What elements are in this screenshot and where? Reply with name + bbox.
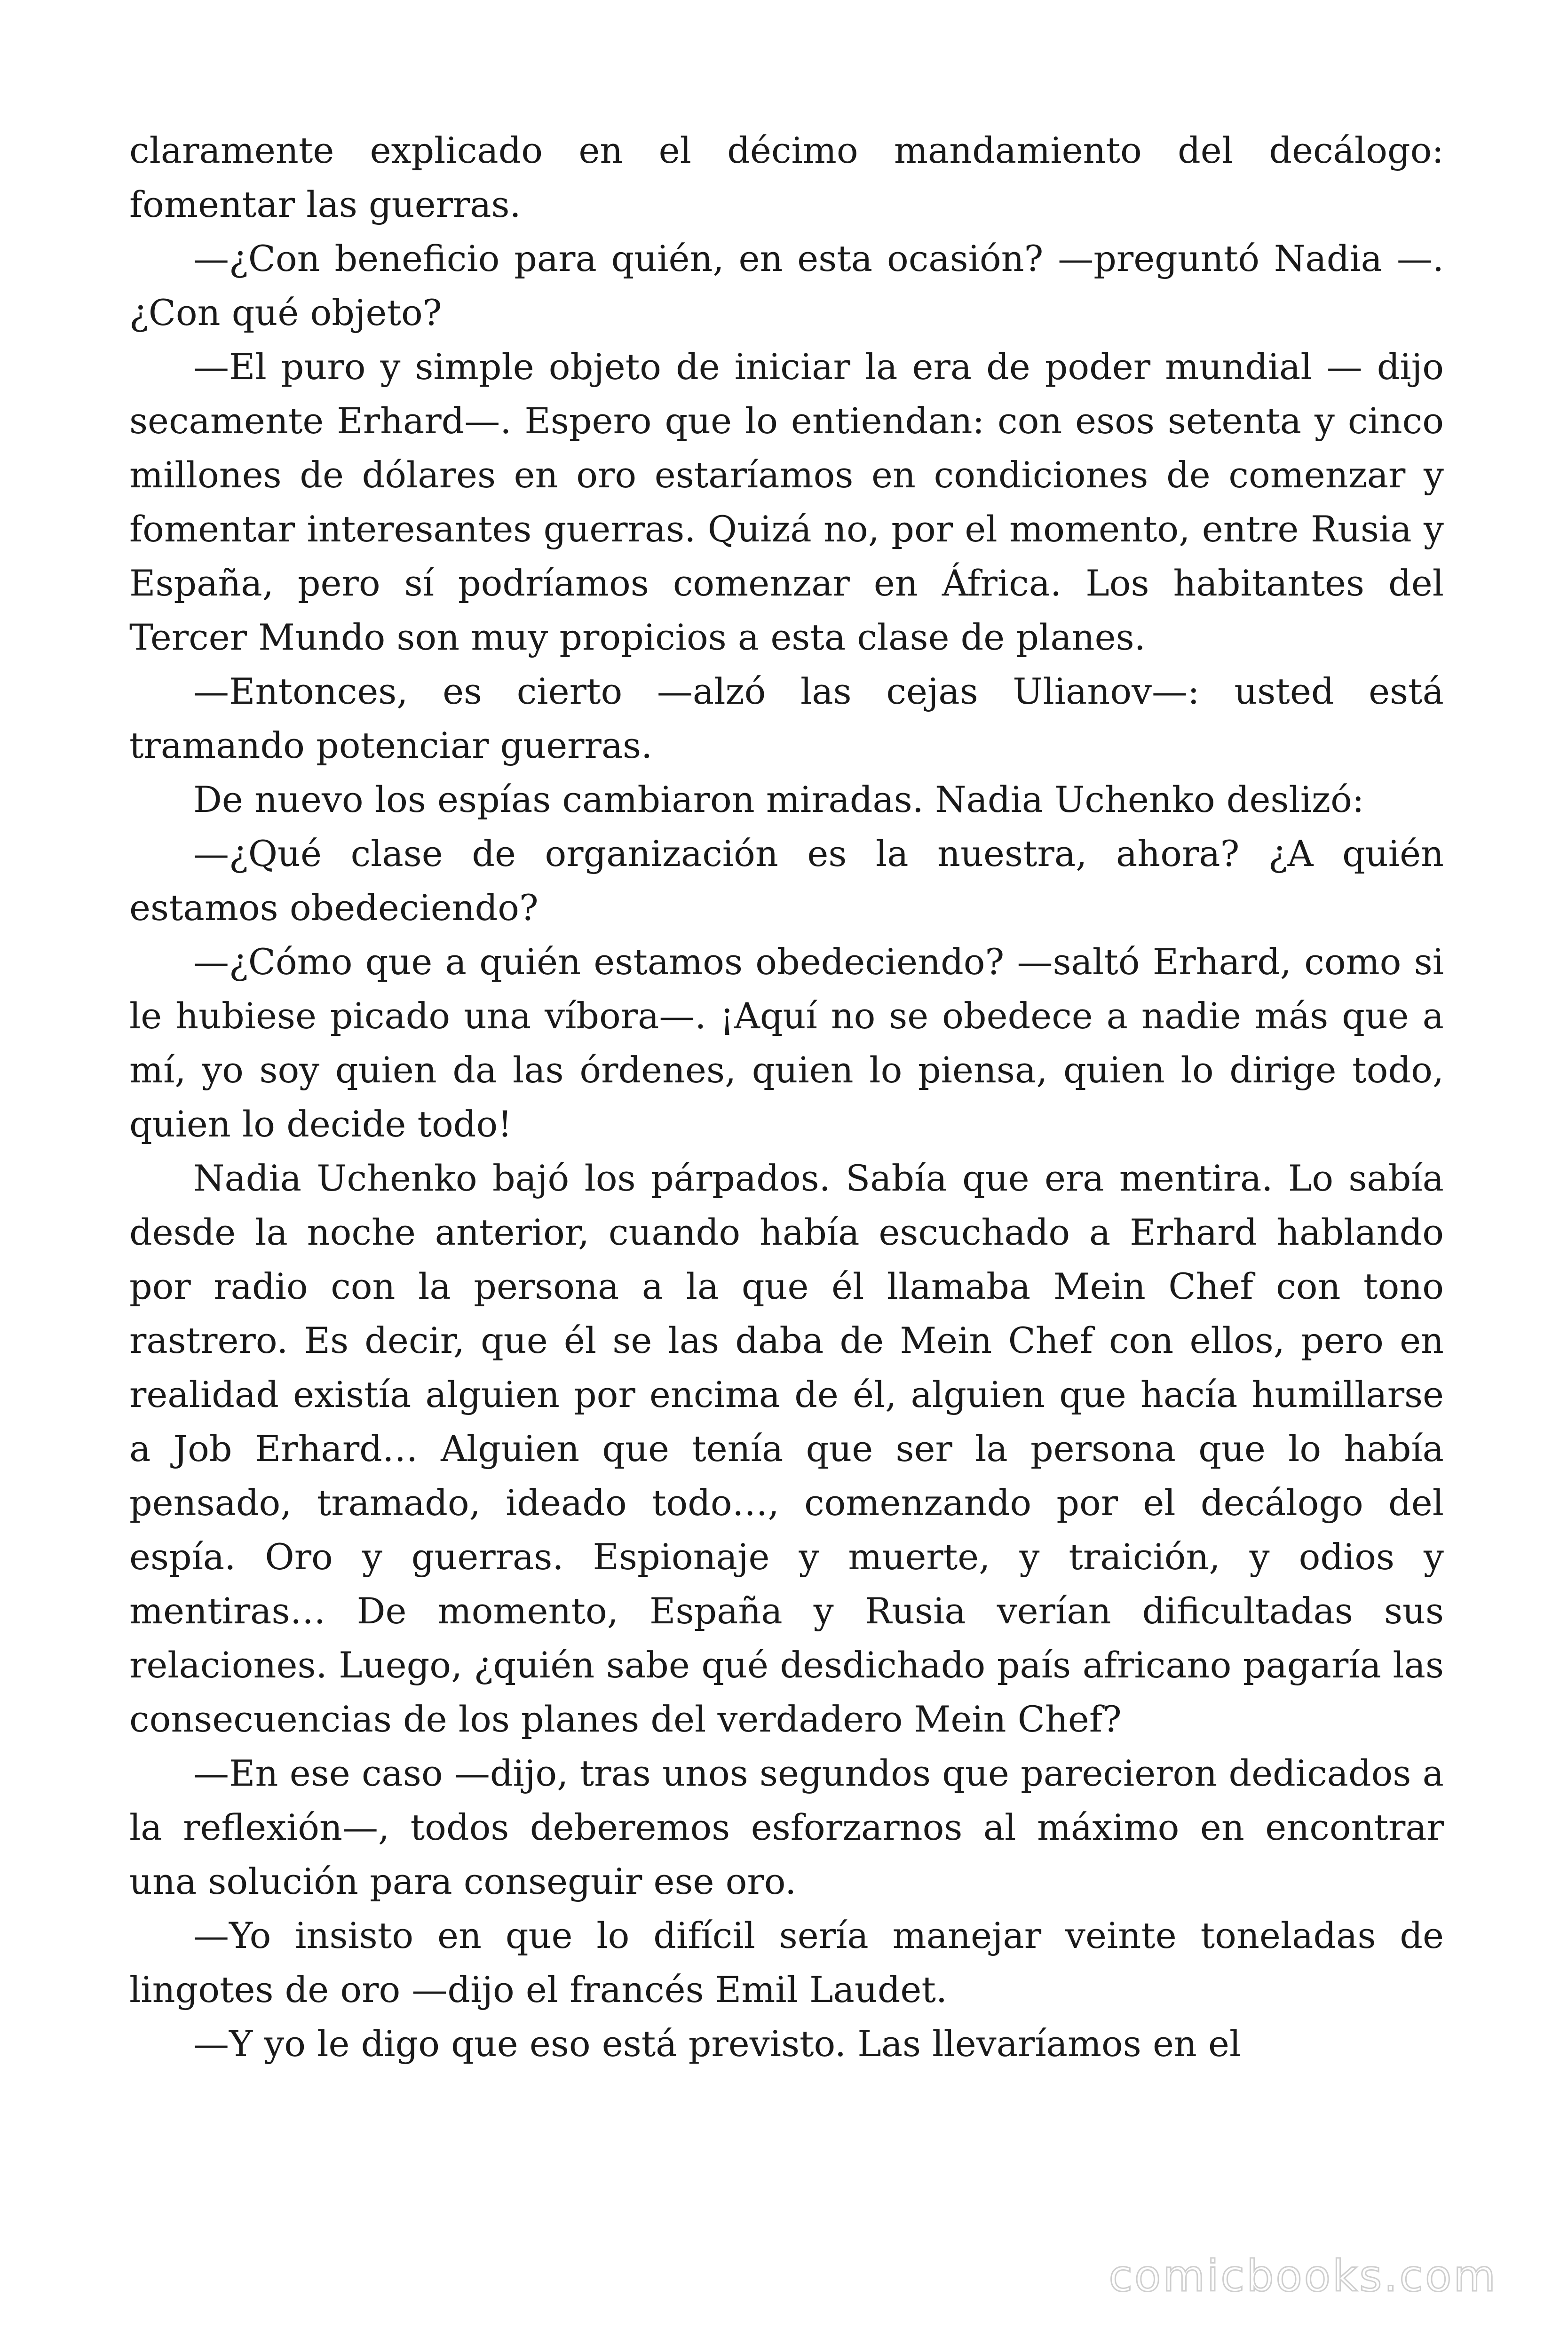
page-body-text	[129, 123, 1444, 2071]
paragraph: —Entonces, es cierto —alzó las cejas Ulianov—: usted está tramando potenciar guerras.	[129, 670, 1444, 766]
paragraph: —¿Cómo que a quién estamos obedeciendo? —saltó Erhard, como si le hubiese picado una víbora—. ¡Aquí no se obedece a nadie más que a mí, yo soy quien da las órdenes, quien lo piensa, quien lo dirige todo, quien lo decide todo!	[129, 941, 1444, 1145]
paragraph: —Yo insisto en que lo difícil sería manejar veinte toneladas de lingotes de oro —dijo el francés Emil Laudet.	[129, 1915, 1444, 2010]
paragraph: Nadia Uchenko bajó los párpados. Sabía que era mentira. Lo sabía desde la noche anterior, cuando había escuchado a Erhard hablando por radio con la persona a la que él llamaba Mein Chef con tono rastrero. Es decir, que él se las daba de Mein Chef con ellos, pero en realidad existía alguien por encima de él, alguien que hacía humillarse a Job Erhard… Alguien que tenía que ser la persona que lo había pensado, tramado, ideado todo…, comenzando por el decálogo del espía. Oro y guerras. Espionaje y muerte, y traición, y odios y mentiras… De momento, España y Rusia verían dificultadas sus relaciones. Luego, ¿quién sabe qué desdichado país africano pagaría las consecuencias de los planes del verdadero Mein Chef?	[129, 1157, 1444, 1740]
paragraph: —Y yo le digo que eso está previsto. Las llevaríamos en el	[193, 2023, 1241, 2065]
paragraph: —El puro y simple objeto de iniciar la era de poder mundial — dijo secamente Erhard—. Espero que lo entiendan: con esos setenta y cinco millones de dólares en oro estaríamos en condiciones de comenzar y fomentar interesantes guerras. Quizá no, por el momento, entre Rusia y España, pero sí podríamos comenzar en África. Los habitantes del Tercer Mundo son muy propicios a esta clase de planes.	[129, 346, 1444, 658]
watermark: comicbooks.com	[1109, 2251, 1497, 2301]
paragraph: claramente explicado en el décimo mandamiento del decálogo: fomentar las guerras.	[129, 129, 1444, 225]
paragraph: —En ese caso —dijo, tras unos segundos que parecieron dedicados a la reflexión—, todos deberemos esforzarnos al máximo en encontrar una solución para conseguir ese oro.	[129, 1752, 1444, 1902]
paragraph: —¿Con beneficio para quién, en esta ocasión? —preguntó Nadia —. ¿Con qué objeto?	[129, 238, 1444, 334]
paragraph: De nuevo los espías cambiaron miradas. Nadia Uchenko deslizó:	[193, 779, 1364, 820]
paragraph: —¿Qué clase de organización es la nuestra, ahora? ¿A quién estamos obedeciendo?	[129, 833, 1444, 929]
